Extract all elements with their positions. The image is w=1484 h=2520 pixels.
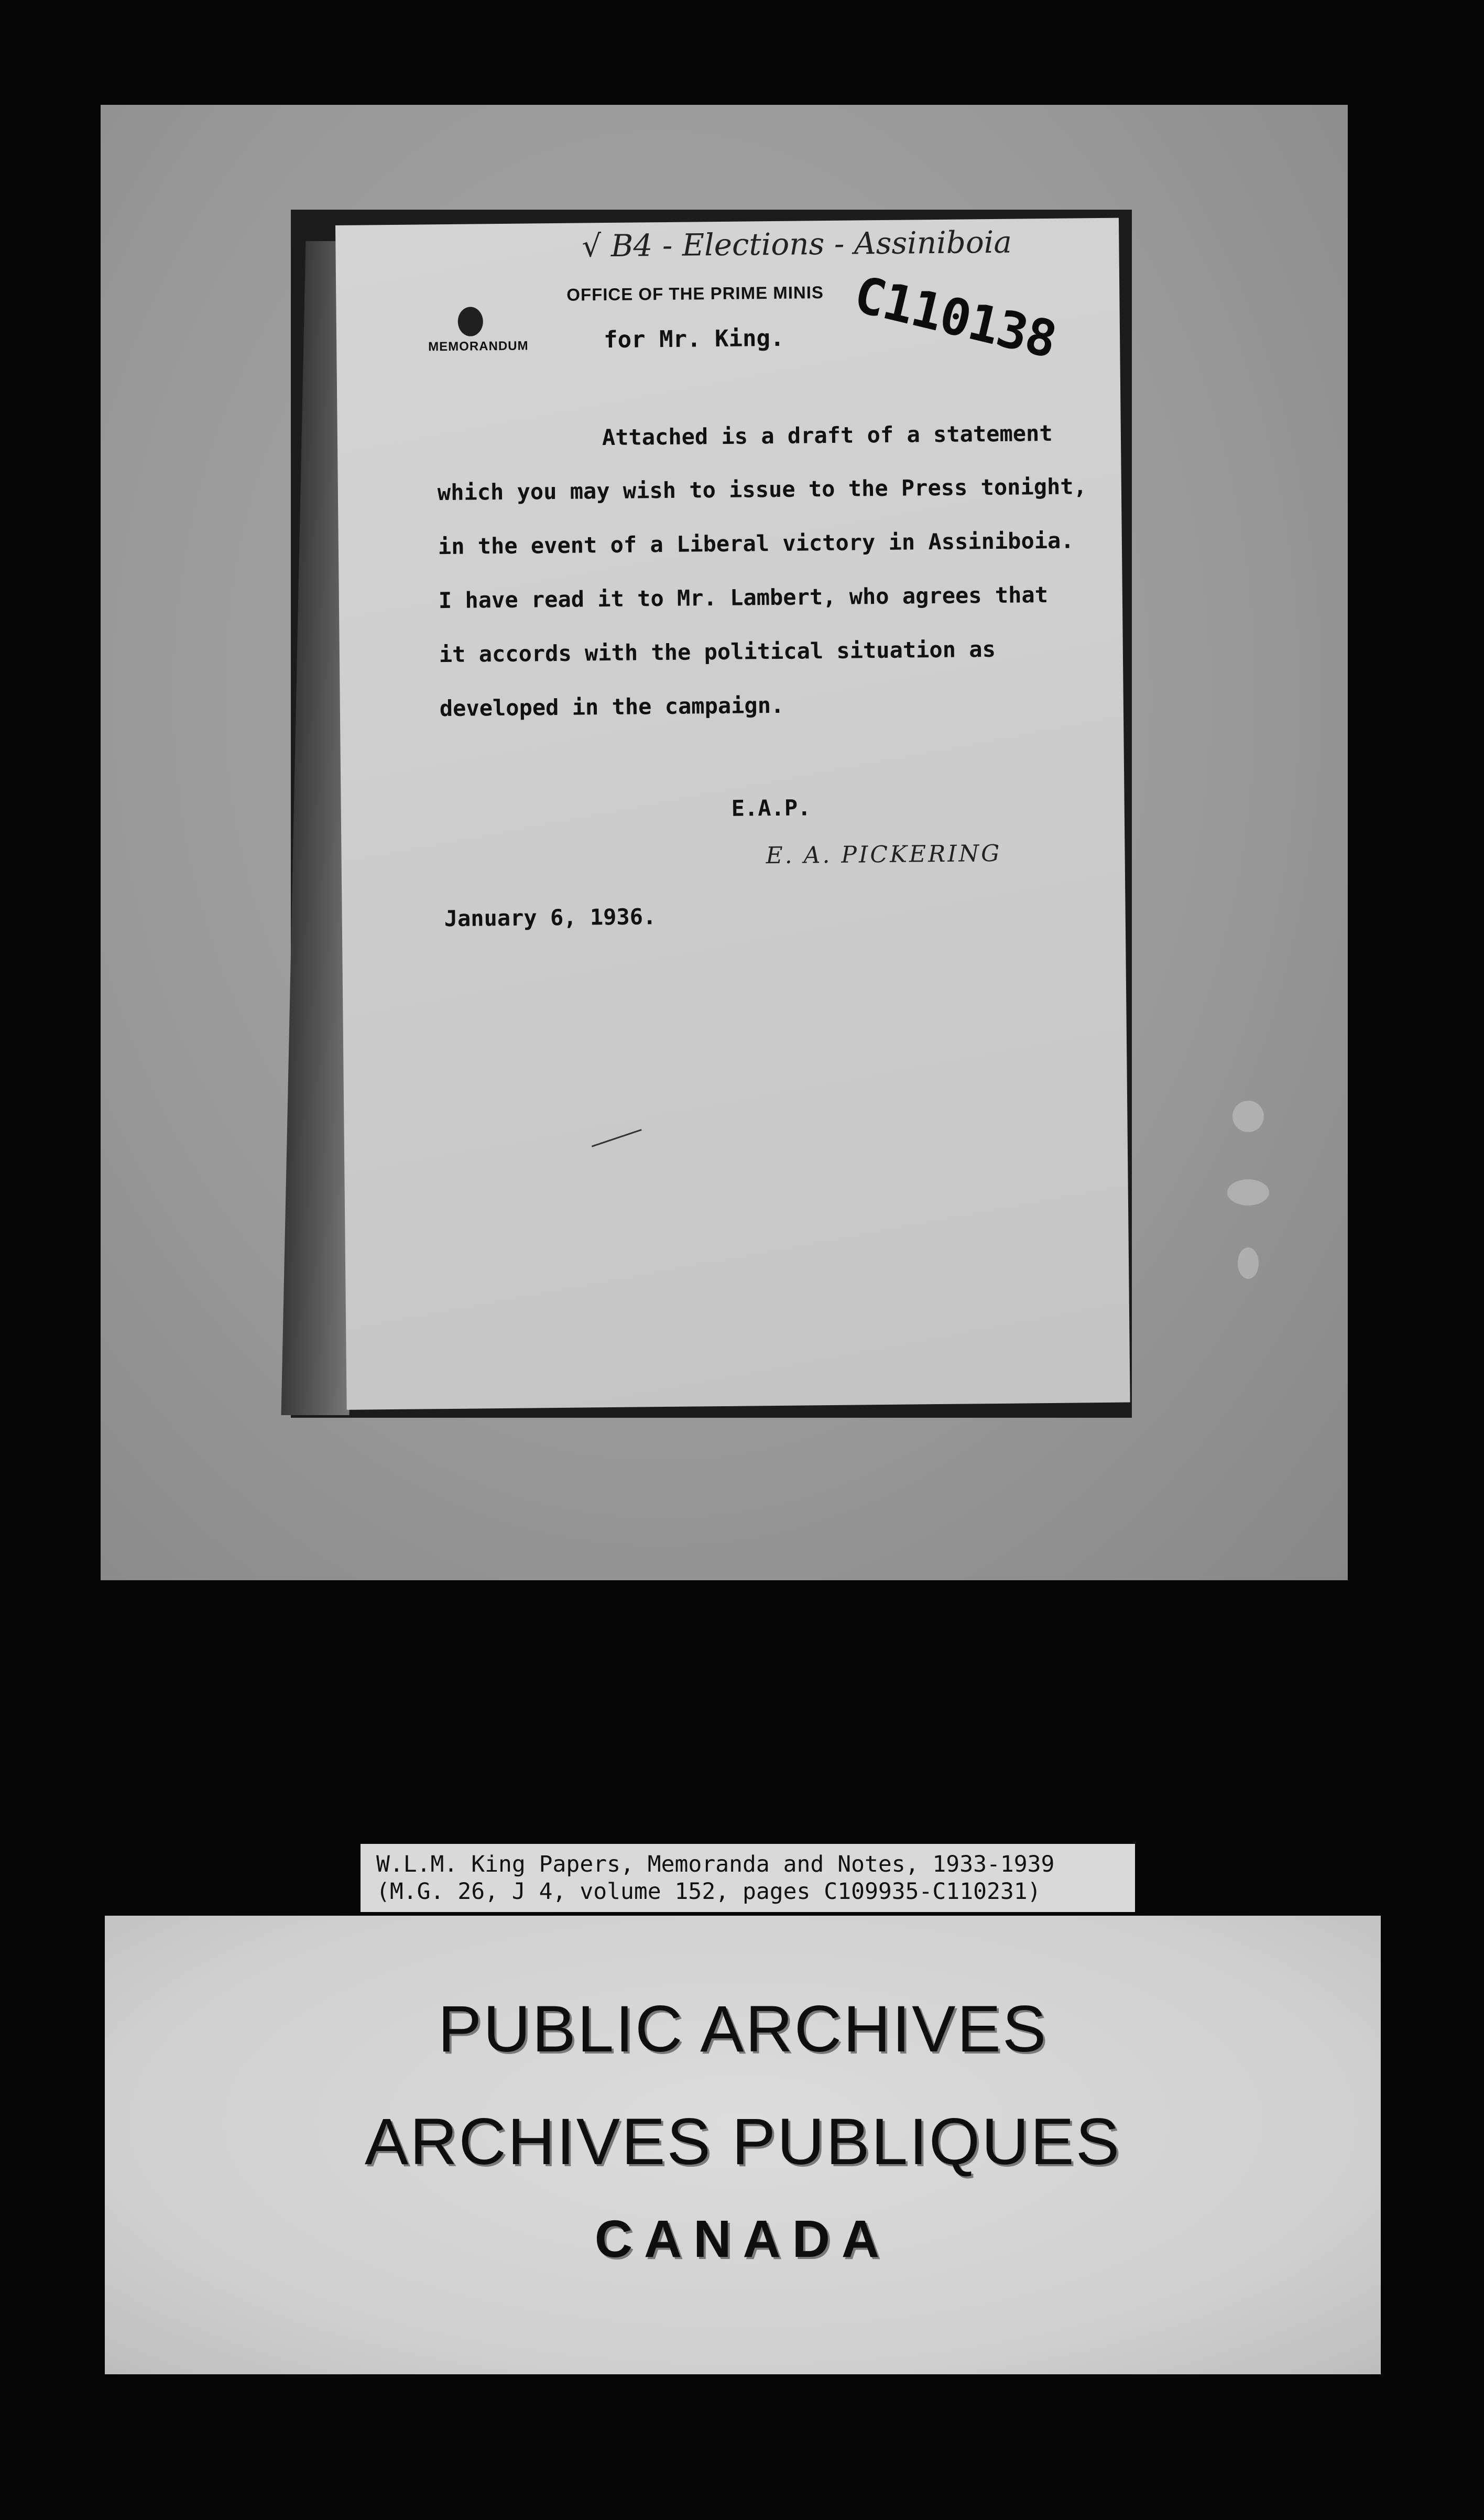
archive-card-title-en: PUBLIC ARCHIVES (438, 1993, 1048, 2066)
memo-body-line: Attached is a draft of a statement (602, 420, 1053, 451)
stand-speck (1227, 1179, 1269, 1205)
office-heading: OFFICE OF THE PRIME MINIS (566, 283, 824, 305)
citation-slip (361, 1844, 1135, 1912)
archive-card-country: CANADA (594, 2210, 891, 2268)
stand-speck (1238, 1247, 1259, 1279)
punch-hole (458, 307, 484, 336)
memo-body-line: in the event of a Liberal victory in Assiniboia. (438, 527, 1074, 560)
pencil-mark (592, 1129, 642, 1147)
memo-addressee: for Mr. King. (603, 324, 784, 354)
citation-line: (M.G. 26, J 4, volume 152, pages C109935-C110231) (376, 1878, 1041, 1905)
archive-card (105, 1916, 1381, 2374)
memo-body-line: it accords with the political situation as (439, 636, 996, 668)
handwritten-signature: E. A. PICKERING (766, 840, 1002, 870)
memo-body-line: developed in the campaign. (439, 692, 784, 722)
stand-speck (1232, 1101, 1264, 1132)
handwritten-file-header: √ B4 - Elections - Assiniboia (582, 224, 1012, 264)
memo-date: January 6, 1936. (444, 904, 657, 932)
memo-sheet (335, 218, 1130, 1410)
citation-line: W.L.M. King Papers, Memoranda and Notes, 1933-1939 (376, 1851, 1055, 1877)
archive-stamp-number: C110138 (848, 265, 1062, 370)
memorandum-label: MEMORANDUM (428, 339, 529, 354)
memo-initials: E.A.P. (731, 795, 811, 821)
archive-card-title-fr: ARCHIVES PUBLIQUES (364, 2105, 1121, 2178)
memo-body-line: which you may wish to issue to the Press tonight, (437, 473, 1087, 506)
memo-body-line: I have read it to Mr. Lambert, who agrees that (438, 581, 1049, 614)
